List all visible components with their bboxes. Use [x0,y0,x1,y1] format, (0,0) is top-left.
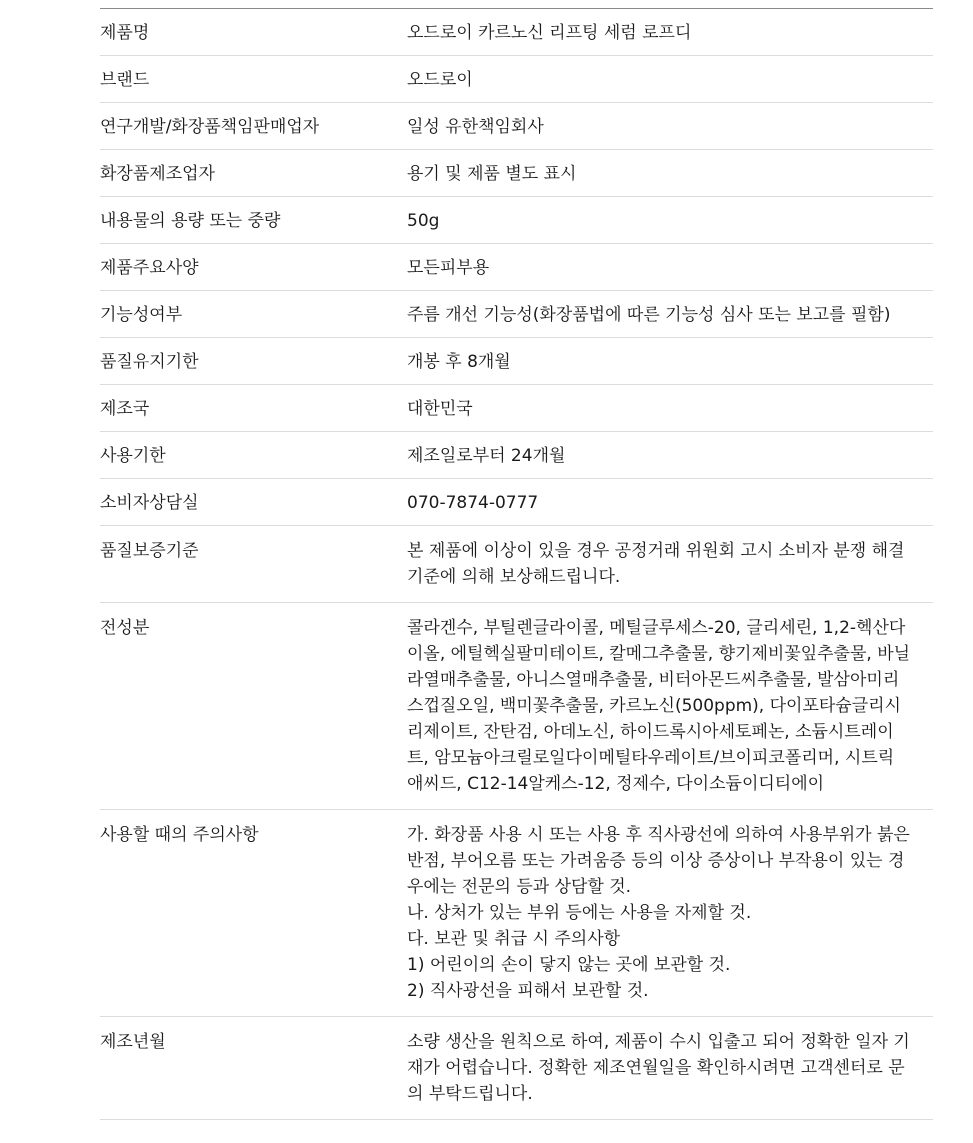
row-label: 내용물의 용량 또는 중량 [100,211,281,231]
row-label: 브랜드 [100,70,150,90]
table-row [100,291,933,338]
table-row [100,103,933,150]
table-row [100,603,933,810]
table-row [100,9,933,56]
table-row [100,432,933,479]
row-label: 품질보증기준 [100,541,199,561]
row-value: 오드로이 [407,70,473,90]
row-label: 제품명 [100,23,150,43]
row-value: 모든피부용 [407,258,490,278]
value-line: 애씨드, C12-14알케스-12, 정제수, 다이소듐이디티에이 [407,774,825,794]
value-line: 이올, 에틸헥실팔미테이트, 칼메그추출물, 향기제비꽃잎추출물, 바닐 [407,644,911,664]
row-value [407,538,933,590]
table-row [100,197,933,244]
value-line: 라열매추출물, 아니스열매추출물, 비터아몬드씨추출물, 발삼아미리 [407,670,900,690]
row-value: 제조일로부터 24개월 [407,446,566,466]
row-value: 일성 유한책임회사 [407,117,544,137]
value-line: 본 제품에 이상이 있을 경우 공정거래 위원회 고시 소비자 분쟁 해결 [407,541,905,561]
table-row [100,479,933,526]
row-value: 주름 개선 기능성(화장품법에 따른 기능성 심사 또는 보고를 필함) [407,305,891,325]
value-line: 우에는 전문의 등과 상담할 것. [407,877,632,897]
table-row [100,1017,933,1120]
row-value [407,822,933,1004]
row-label: 연구개발/화장품책임판매업자 [100,117,320,137]
value-line: 나. 상처가 있는 부위 등에는 사용을 자제할 것. [407,903,752,923]
value-line: 2) 직사광선을 피해서 보관할 것. [407,981,649,1001]
row-label: 품질유지기한 [100,352,199,372]
row-label: 제조년월 [100,1032,166,1052]
table-row [100,150,933,197]
value-line: 반점, 부어오름 또는 가려움증 등의 이상 증상이나 부작용이 있는 경 [407,851,905,871]
row-value: 070-7874-0777 [407,493,539,513]
row-label: 소비자상담실 [100,493,199,513]
row-value: 용기 및 제품 별도 표시 [407,164,577,184]
value-line: 기준에 의해 보상해드립니다. [407,567,621,587]
row-value: 대한민국 [407,399,473,419]
value-line: 의 부탁드립니다. [407,1084,533,1104]
value-line: 리제이트, 잔탄검, 아데노신, 하이드록시아세토페논, 소듐시트레이 [407,722,894,742]
table-row [100,385,933,432]
row-label: 제조국 [100,399,150,419]
row-label: 기능성여부 [100,305,183,325]
row-value: 50g [407,211,440,231]
product-info-table [100,8,933,1120]
row-label: 사용기한 [100,446,166,466]
row-label: 전성분 [100,618,150,638]
value-line: 스껍질오일, 백미꽃추출물, 카르노신(500ppm), 다이포타슘글리시 [407,696,901,716]
value-line: 콜라겐수, 부틸렌글라이콜, 메틸글루세스-20, 글리세린, 1,2-헥산다 [407,618,906,638]
table-row [100,244,933,291]
row-value: 오드로이 카르노신 리프팅 세럼 로프디 [407,23,692,43]
row-label: 화장품제조업자 [100,164,215,184]
row-value [407,615,933,797]
row-value [407,1029,933,1107]
row-label: 사용할 때의 주의사항 [100,825,259,845]
value-line: 다. 보관 및 취급 시 주의사항 [407,929,621,949]
table-row [100,56,933,103]
table-row [100,526,933,603]
value-line: 가. 화장품 사용 시 또는 사용 후 직사광선에 의하여 사용부위가 붉은 [407,825,910,845]
table-row [100,810,933,1017]
value-line: 1) 어린이의 손이 닿지 않는 곳에 보관할 것. [407,955,731,975]
value-line: 소량 생산을 원칙으로 하여, 제품이 수시 입출고 되어 정확한 일자 기 [407,1032,910,1052]
value-line: 트, 암모늄아크릴로일다이메틸타우레이트/브이피코폴리머, 시트릭 [407,748,895,768]
row-label: 제품주요사양 [100,258,199,278]
row-value: 개봉 후 8개월 [407,352,511,372]
value-line: 재가 어렵습니다. 정확한 제조연월일을 확인하시려면 고객센터로 문 [407,1058,905,1078]
table-row [100,338,933,385]
